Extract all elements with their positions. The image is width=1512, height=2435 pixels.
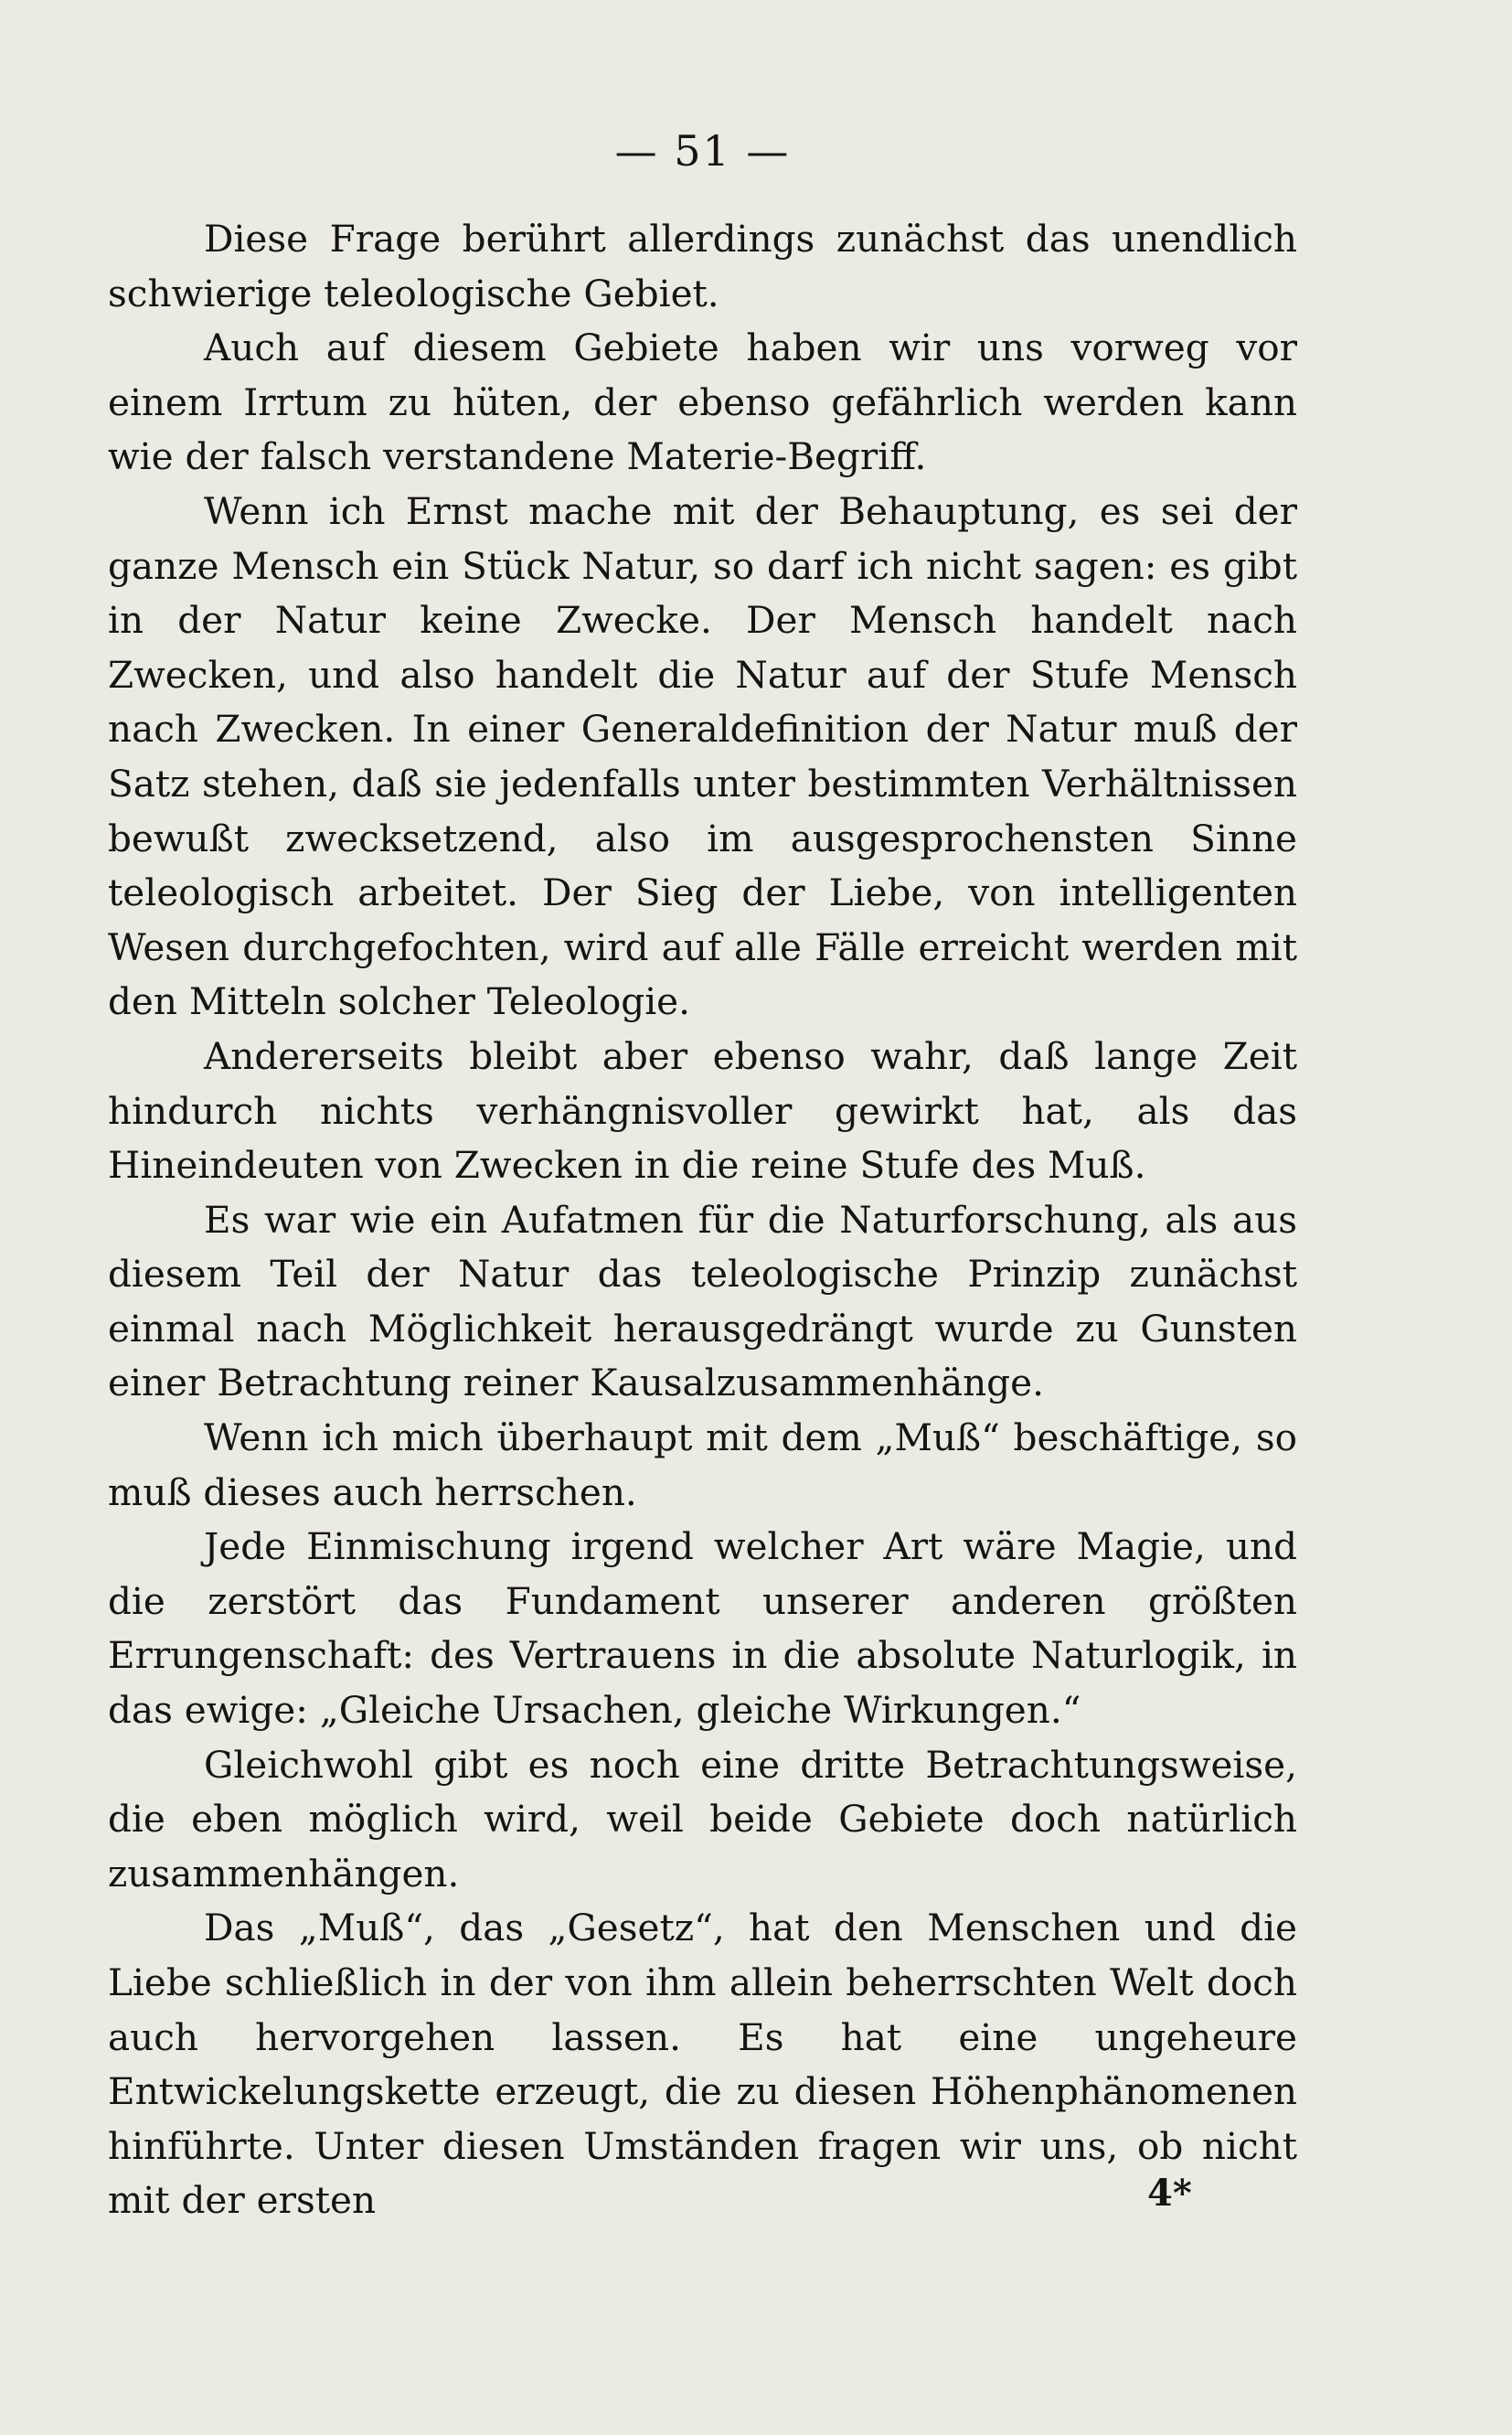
body-text — [108, 212, 1297, 2228]
paragraph: Auch auf diesem Gebiete haben wir uns vorweg vor einem Irrtum zu hüten, der ebenso gefährlich werden kann wie der falsch verstandene Materie-Begriff. — [108, 326, 1297, 479]
paragraph: Das „Muß“, das „Gesetz“, hat den Menschen und die Liebe schließlich in der von ihm allein beherrschten Welt doch auch hervorgehen lassen. Es hat eine ungeheure Entwickelungskette erzeugt, die zu diesen Höhenphänomenen hinführte. Unter diesen Umständen fragen wir uns, ob nicht mit der ersten — [108, 1906, 1297, 2223]
paragraph: Wenn ich Ernst mache mit der Behauptung, es sei der ganze Mensch ein Stück Natur, so darf ich nicht sagen: es gibt in der Natur keine Zwecke. Der Mensch handelt nach Zwecken, und also handelt die Natur auf der Stufe Mensch nach Zwecken. In einer Generaldefinition der Natur muß der Satz stehen, daß sie jedenfalls unter bestimmten Verhältnissen bewußt zwecksetzend, also im ausgesprochensten Sinne teleologisch arbeitet. Der Sieg der Liebe, von intelligenten Wesen durchgefochten, wird auf alle Fälle erreicht werden mit den Mitteln solcher Teleologie. — [108, 488, 1297, 1024]
paragraph: Andererseits bleibt aber ebenso wahr, daß lange Zeit hindurch nichts verhängnisvoller gewirkt hat, als das Hineindeuten von Zwecken in die reine Stufe des Muß. — [108, 1033, 1297, 1188]
signature-mark: 4* — [1147, 2172, 1192, 2215]
paragraph: Gleichwohl gibt es noch eine dritte Betrachtungsweise, die eben möglich wird, weil beide Gebiete doch natürlich zusammenhängen. — [108, 1742, 1297, 1896]
page-number: — 51 — — [614, 126, 791, 176]
paragraph: Jede Einmischung irgend welcher Art wäre Magie, und die zerstört das Fundament unserer anderen größten Errungenschaft: des Vertrauens in die absolute Naturlogik, in das ewige: „Gleiche Ursachen, gleiche Wirkungen.“ — [108, 1524, 1297, 1733]
paragraph: Wenn ich mich überhaupt mit dem „Muß“ beschäftige, so muß dieses auch herrschen. — [108, 1415, 1297, 1514]
paragraph: Es war wie ein Aufatmen für die Naturforschung, als aus diesem Teil der Natur das teleologische Prinzip zunächst einmal nach Möglichkeit herausgedrängt wurde zu Gunsten einer Betrachtung reiner Kausalzusammenhänge. — [108, 1197, 1297, 1405]
paragraph: Diese Frage berührt allerdings zunächst das unendlich schwierige teleologische Gebiet. — [108, 217, 1297, 315]
